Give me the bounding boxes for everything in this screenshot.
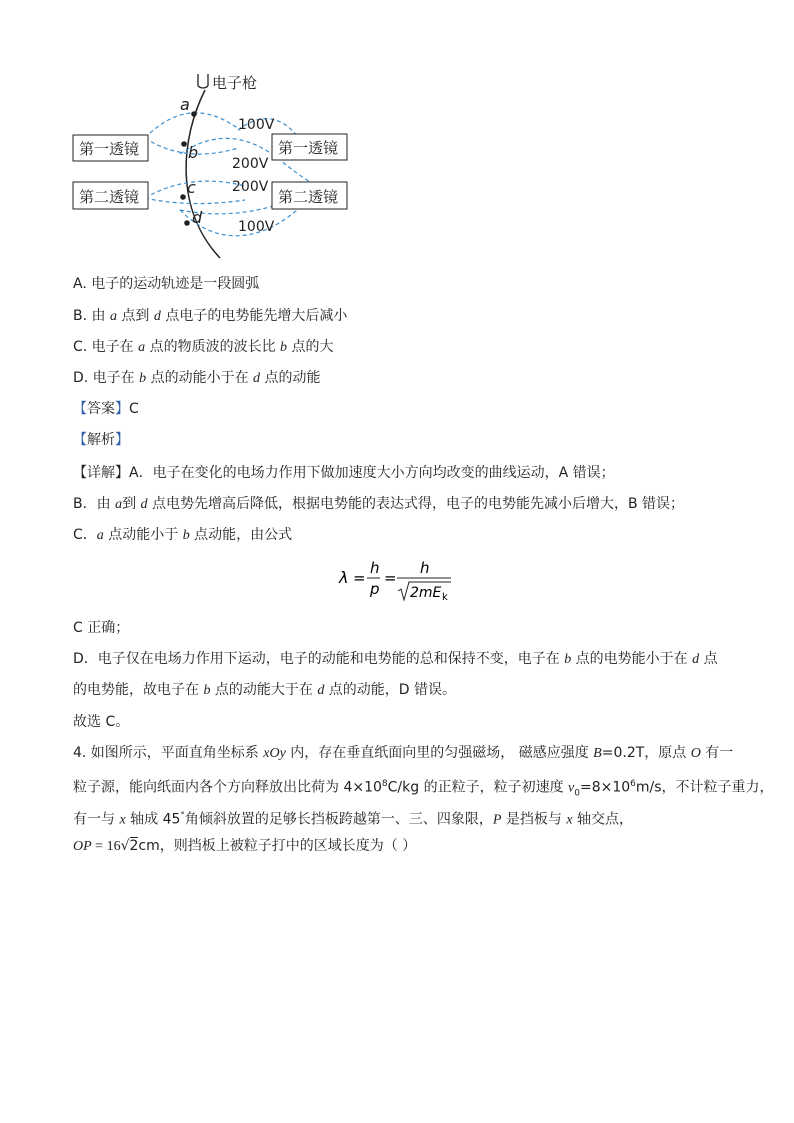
answer-value: C [129, 401, 139, 417]
q4-root: 2 [129, 838, 139, 854]
equipotential-lines [145, 113, 310, 236]
wavelength-formula [335, 556, 465, 606]
q4-text: 粒子源，能向纸面内各个方向释放出比荷为 4×10 [73, 779, 382, 796]
detail-text: 点电势先增高后降低，根据电势能的表达式得，电子的电势能先减小后增大，B 错误； [147, 496, 685, 512]
formula-lambda: λ [339, 568, 349, 587]
formula-equals: = [353, 569, 366, 587]
detail-text: 点的动能，D 错误。 [324, 682, 457, 698]
formula-subscript: k [442, 592, 448, 603]
option-b [73, 306, 347, 327]
formula-root-content: 2mE [410, 585, 442, 601]
formula-equals: = [384, 569, 397, 587]
electron-gun-icon [198, 74, 208, 88]
detail-var: a [96, 528, 104, 543]
option-d-var: d [253, 371, 261, 386]
q4-text: =8×10 [579, 779, 631, 796]
q4-var: OP [73, 839, 92, 854]
q4-var: P [492, 812, 502, 828]
option-d-text: 点的动能 [260, 370, 321, 386]
q4-text: 是挡板与 [501, 811, 567, 828]
voltage-2-label: 200V [232, 156, 269, 172]
option-b-text: 点电子的电势能先增大后减小 [160, 308, 348, 324]
detail-line-1 [73, 463, 615, 483]
detail-var: d [317, 683, 325, 698]
detail-line-6 [73, 680, 456, 701]
detail-text: 的电势能，故电子在 [73, 682, 204, 698]
option-d-text: 点的动能小于在 [146, 370, 254, 386]
detail-var: b [564, 652, 572, 667]
voltage-3-label: 200V [232, 179, 269, 195]
q4-text: C/kg 的正粒子，粒子初速度 [387, 779, 569, 796]
trajectory-curve [186, 90, 220, 258]
question-4-line-1 [73, 743, 733, 764]
q4-text: 有一 [700, 745, 734, 761]
voltage-1-label: 100V [238, 117, 275, 133]
detail-text: 点的动能大于在 [210, 682, 318, 698]
q4-text: = 16 [91, 839, 121, 854]
q4-var: B [593, 746, 602, 761]
q4-sup: ° [180, 811, 185, 821]
q4-sup: 6 [630, 779, 636, 789]
option-c [73, 337, 334, 358]
detail-var: b [182, 528, 190, 543]
analysis-label: 解析 [87, 432, 115, 448]
detail-line-5 [73, 649, 718, 670]
voltage-4-label: 100V [238, 219, 275, 235]
q4-var: xOy [263, 746, 286, 761]
detail-line-7 [73, 712, 129, 732]
answer-bracket: 【 [73, 401, 87, 417]
answer-bracket: 】 [115, 401, 129, 417]
lens2-right-label: 第二透镜 [278, 188, 339, 206]
option-d [73, 368, 321, 389]
q4-text: 轴成 45 [125, 811, 181, 828]
detail-text: 点的电势能小于在 [571, 651, 693, 667]
q4-var: x [119, 812, 126, 828]
analysis-bracket: 【 [73, 432, 87, 448]
formula-h: h [370, 559, 380, 577]
option-d-var: b [139, 371, 147, 386]
lens1-left-label: 第一透镜 [79, 140, 140, 158]
q4-text: 内，存在垂直纸面向里的匀强磁场， 磁感应强度 [285, 745, 594, 761]
detail-line-2 [73, 494, 684, 515]
option-b-var: a [109, 309, 117, 324]
q4-var: x [566, 812, 573, 828]
option-c-var: a [138, 340, 146, 355]
question-4-line-2 [73, 774, 774, 803]
q4-var: v [568, 780, 575, 796]
option-c-text: C. 电子在 [73, 339, 139, 355]
q4-text: 4. 如图所示，平面直角坐标系 [73, 745, 264, 761]
lens1-right-label: 第一透镜 [278, 139, 339, 157]
option-a-text: A. 电子的运动轨迹是一段圆弧 [73, 276, 260, 292]
detail-text: C 正确； [73, 620, 130, 636]
option-c-var: b [280, 340, 288, 355]
q4-sub: 0 [574, 788, 580, 799]
option-b-text: 点到 [116, 308, 154, 324]
detail-text: D．电子仅在电场力作用下运动，电子的动能和电势能的总和保持不变，电子在 [73, 651, 565, 667]
detail-text: C． [73, 527, 97, 543]
q4-text: 角倾斜放置的足够长挡板跨越第一、三、四象限， [184, 811, 493, 828]
formula-p: p [370, 580, 380, 598]
detail-var: a [115, 497, 123, 512]
detail-label: 【详解】 [73, 465, 129, 481]
detail-text: 点 [699, 651, 718, 667]
q4-text: m/s，不计粒子重力， [635, 779, 774, 796]
option-c-text: 点的大 [287, 339, 334, 355]
lens2-left-label: 第二透镜 [79, 188, 140, 206]
detail-var: d [140, 497, 148, 512]
detail-line-4 [73, 618, 129, 638]
sqrt-icon: √ [120, 838, 130, 854]
q4-var: O [690, 746, 701, 761]
analysis-line [73, 430, 129, 450]
question-4-line-3 [73, 806, 633, 831]
point-a-label: a [180, 95, 190, 114]
detail-text: A．电子在变化的电场力作用下做加速度大小方向均改变的曲线运动，A 错误； [129, 465, 615, 481]
q4-unit: cm [138, 838, 160, 854]
option-c-text: 点的物质波的波长比 [145, 339, 281, 355]
option-a [73, 274, 259, 294]
point-c-label: c [187, 178, 196, 197]
detail-var: b [203, 683, 211, 698]
answer-line [73, 399, 139, 419]
formula-h: h [420, 559, 430, 577]
q4-sup: 8 [381, 779, 388, 789]
answer-label: 答案 [87, 401, 115, 417]
question-4-line-4 [73, 836, 416, 857]
detail-text: 点动能小于 [103, 527, 183, 543]
detail-var: d [692, 652, 700, 667]
q4-text: ，则挡板上被粒子打中的区域长度为（ ） [159, 838, 417, 854]
analysis-bracket: 】 [115, 432, 129, 448]
electron-lens-figure [60, 60, 380, 265]
detail-text: B．由 [73, 496, 116, 512]
gun-label: 电子枪 [212, 74, 258, 92]
option-b-var: d [153, 309, 161, 324]
q4-text: 轴交点， [572, 811, 634, 828]
option-b-text: B. 由 [73, 308, 110, 324]
detail-text: 点动能，由公式 [189, 527, 293, 543]
detail-line-3 [73, 525, 292, 546]
point-b-label: b [188, 143, 199, 162]
q4-text: 有一与 [73, 811, 120, 828]
detail-text: 故选 C。 [73, 714, 130, 730]
option-d-text: D. 电子在 [73, 370, 140, 386]
q4-text: =0.2T，原点 [601, 745, 691, 761]
point-d-label: d [192, 208, 203, 227]
detail-text: 到 [122, 496, 141, 512]
